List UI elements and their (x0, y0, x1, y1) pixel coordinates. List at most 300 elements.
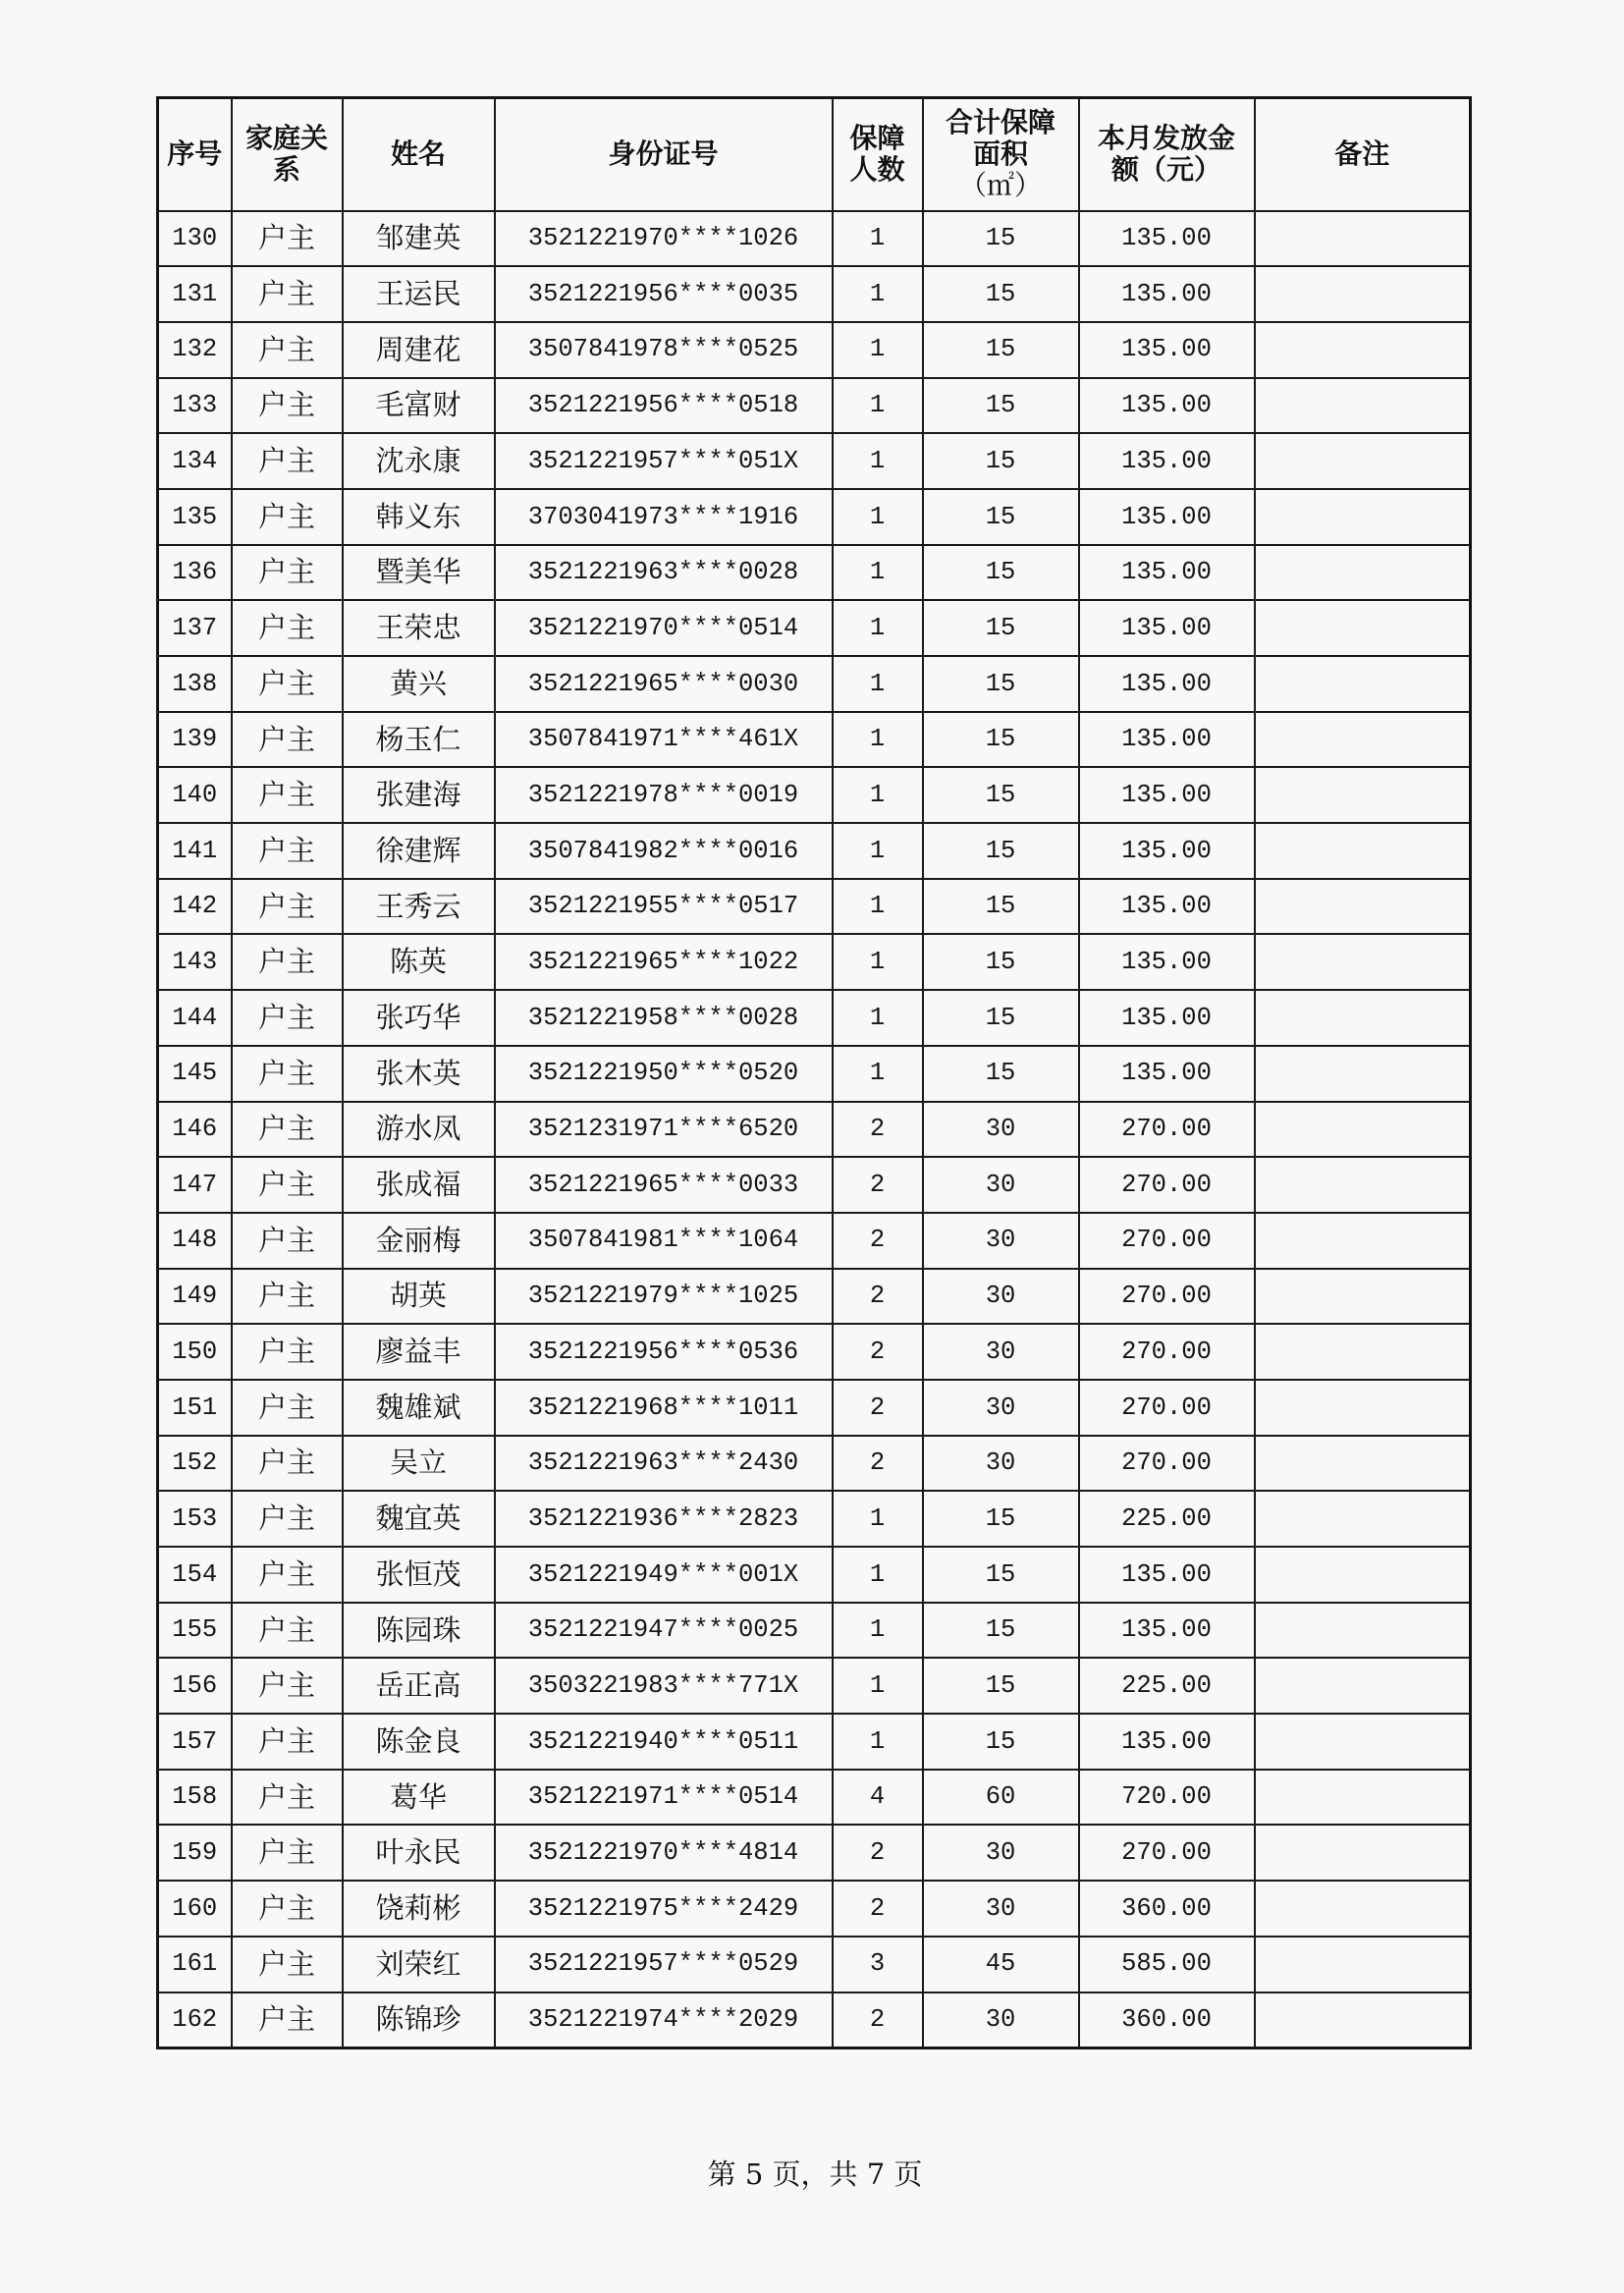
remark-cell (1255, 489, 1471, 545)
column-header-area-unit: （㎡） (958, 169, 1042, 202)
table-row (158, 322, 1471, 378)
remark-cell (1255, 934, 1471, 990)
id-number-cell: 3521221963****0028 (495, 545, 833, 601)
area-cell: 15 (923, 1714, 1079, 1770)
table-row (158, 266, 1471, 322)
amount-cell: 270.00 (1079, 1102, 1255, 1158)
table-row (158, 1436, 1471, 1492)
seq-cell: 131 (158, 266, 232, 322)
amount-cell: 135.00 (1079, 545, 1255, 601)
id-number-cell: 3521221963****2430 (495, 1436, 833, 1492)
table-row (158, 1547, 1471, 1603)
relation-cell: 户主 (232, 322, 343, 378)
seq-cell: 149 (158, 1269, 232, 1325)
seq-cell: 152 (158, 1436, 232, 1492)
relation-cell: 户主 (232, 1770, 343, 1826)
area-cell: 30 (923, 1825, 1079, 1881)
area-cell: 15 (923, 211, 1079, 267)
relation-cell: 户主 (232, 378, 343, 434)
persons-cell: 1 (833, 823, 923, 879)
seq-cell: 137 (158, 600, 232, 656)
name-cell: 黄兴 (343, 656, 495, 712)
id-number-cell: 3521221965****0030 (495, 656, 833, 712)
id-number-cell: 3521231971****6520 (495, 1102, 833, 1158)
id-number-cell: 3521221971****0514 (495, 1770, 833, 1826)
amount-cell: 135.00 (1079, 1046, 1255, 1102)
name-cell: 陈园珠 (343, 1603, 495, 1659)
area-cell: 30 (923, 1157, 1079, 1213)
remark-cell (1255, 1269, 1471, 1325)
table-row (158, 1993, 1471, 2048)
id-number-cell: 3521221956****0035 (495, 266, 833, 322)
seq-cell: 130 (158, 211, 232, 267)
column-header-name-label: 姓名 (390, 137, 446, 171)
name-cell: 叶永民 (343, 1825, 495, 1881)
name-cell: 魏宜英 (343, 1491, 495, 1547)
area-cell: 15 (923, 879, 1079, 935)
relation-cell: 户主 (232, 934, 343, 990)
id-number-cell: 3521221956****0518 (495, 378, 833, 434)
name-cell: 张巧华 (343, 990, 495, 1046)
amount-cell: 270.00 (1079, 1825, 1255, 1881)
column-header-name (343, 98, 495, 211)
name-cell: 魏雄斌 (343, 1380, 495, 1436)
persons-cell: 1 (833, 934, 923, 990)
amount-cell: 270.00 (1079, 1436, 1255, 1492)
id-number-cell: 3521221940****0511 (495, 1714, 833, 1770)
id-number-cell: 3521221979****1025 (495, 1269, 833, 1325)
column-header-id-number (495, 98, 833, 211)
area-cell: 15 (923, 1603, 1079, 1659)
area-cell: 30 (923, 1436, 1079, 1492)
seq-cell: 141 (158, 823, 232, 879)
name-cell: 毛富财 (343, 378, 495, 434)
amount-cell: 135.00 (1079, 433, 1255, 489)
area-cell: 15 (923, 712, 1079, 768)
name-cell: 暨美华 (343, 545, 495, 601)
relation-cell: 户主 (232, 767, 343, 823)
amount-cell: 720.00 (1079, 1770, 1255, 1826)
area-cell: 30 (923, 1380, 1079, 1436)
amount-cell: 270.00 (1079, 1157, 1255, 1213)
seq-cell: 153 (158, 1491, 232, 1547)
seq-cell: 157 (158, 1714, 232, 1770)
remark-cell (1255, 266, 1471, 322)
area-cell: 15 (923, 1658, 1079, 1714)
relation-cell: 户主 (232, 1993, 343, 2048)
area-cell: 15 (923, 990, 1079, 1046)
seq-cell: 139 (158, 712, 232, 768)
table-row (158, 1213, 1471, 1269)
amount-cell: 135.00 (1079, 600, 1255, 656)
remark-cell (1255, 1380, 1471, 1436)
amount-cell: 135.00 (1079, 1603, 1255, 1659)
area-cell: 15 (923, 823, 1079, 879)
amount-cell: 135.00 (1079, 211, 1255, 267)
id-number-cell: 3521221947****0025 (495, 1603, 833, 1659)
table-row (158, 1380, 1471, 1436)
persons-cell: 1 (833, 433, 923, 489)
seq-cell: 138 (158, 656, 232, 712)
amount-cell: 135.00 (1079, 489, 1255, 545)
table-row (158, 712, 1471, 768)
amount-cell: 135.00 (1079, 322, 1255, 378)
id-number-cell: 3521221968****1011 (495, 1380, 833, 1436)
seq-cell: 160 (158, 1881, 232, 1937)
relation-cell: 户主 (232, 266, 343, 322)
name-cell: 周建花 (343, 322, 495, 378)
amount-cell: 135.00 (1079, 879, 1255, 935)
area-cell: 15 (923, 545, 1079, 601)
remark-cell (1255, 545, 1471, 601)
table-row (158, 545, 1471, 601)
remark-cell (1255, 879, 1471, 935)
seq-cell: 162 (158, 1993, 232, 2048)
column-header-persons (833, 98, 923, 211)
persons-cell: 1 (833, 767, 923, 823)
column-header-seq (158, 98, 232, 211)
remark-cell (1255, 1658, 1471, 1714)
id-number-cell: 3521221975****2429 (495, 1881, 833, 1937)
amount-cell: 135.00 (1079, 767, 1255, 823)
amount-cell: 225.00 (1079, 1491, 1255, 1547)
relation-cell: 户主 (232, 823, 343, 879)
seq-cell: 142 (158, 879, 232, 935)
name-cell: 廖益丰 (343, 1324, 495, 1380)
name-cell: 吴立 (343, 1436, 495, 1492)
table-row (158, 211, 1471, 267)
relation-cell: 户主 (232, 1102, 343, 1158)
amount-cell: 270.00 (1079, 1269, 1255, 1325)
amount-cell: 135.00 (1079, 990, 1255, 1046)
name-cell: 邹建英 (343, 211, 495, 267)
table-row (158, 934, 1471, 990)
relation-cell: 户主 (232, 1436, 343, 1492)
persons-cell: 1 (833, 879, 923, 935)
relation-cell: 户主 (232, 1491, 343, 1547)
persons-cell: 1 (833, 712, 923, 768)
remark-cell (1255, 1046, 1471, 1102)
area-cell: 15 (923, 322, 1079, 378)
remark-cell (1255, 1825, 1471, 1881)
persons-cell: 1 (833, 1547, 923, 1603)
amount-cell: 360.00 (1079, 1993, 1255, 2048)
persons-cell: 1 (833, 322, 923, 378)
persons-cell: 2 (833, 1213, 923, 1269)
area-cell: 15 (923, 1491, 1079, 1547)
table-row (158, 1269, 1471, 1325)
seq-cell: 134 (158, 433, 232, 489)
amount-cell: 135.00 (1079, 712, 1255, 768)
table-row (158, 823, 1471, 879)
column-header-amount-label: 本月发放金额（元） (1097, 122, 1235, 187)
remark-cell (1255, 1436, 1471, 1492)
amount-cell: 360.00 (1079, 1881, 1255, 1937)
persons-cell: 1 (833, 1046, 923, 1102)
relation-cell: 户主 (232, 1380, 343, 1436)
id-number-cell: 3703041973****1916 (495, 489, 833, 545)
amount-cell: 135.00 (1079, 266, 1255, 322)
seq-cell: 144 (158, 990, 232, 1046)
remark-cell (1255, 1937, 1471, 1993)
table-row (158, 767, 1471, 823)
persons-cell: 1 (833, 600, 923, 656)
persons-cell: 1 (833, 1714, 923, 1770)
area-cell: 45 (923, 1937, 1079, 1993)
name-cell: 王荣忠 (343, 600, 495, 656)
name-cell: 沈永康 (343, 433, 495, 489)
table-row (158, 1714, 1471, 1770)
table-row (158, 1046, 1471, 1102)
remark-cell (1255, 767, 1471, 823)
name-cell: 张恒茂 (343, 1547, 495, 1603)
table-row (158, 1603, 1471, 1659)
relation-cell: 户主 (232, 1603, 343, 1659)
id-number-cell: 3521221970****0514 (495, 600, 833, 656)
area-cell: 15 (923, 767, 1079, 823)
persons-cell: 2 (833, 1436, 923, 1492)
remark-cell (1255, 712, 1471, 768)
name-cell: 王运民 (343, 266, 495, 322)
remark-cell (1255, 1547, 1471, 1603)
seq-cell: 154 (158, 1547, 232, 1603)
persons-cell: 1 (833, 489, 923, 545)
remark-cell (1255, 322, 1471, 378)
persons-cell: 1 (833, 266, 923, 322)
remark-cell (1255, 1213, 1471, 1269)
seq-cell: 136 (158, 545, 232, 601)
persons-cell: 1 (833, 1603, 923, 1659)
amount-cell: 270.00 (1079, 1324, 1255, 1380)
column-header-area (923, 98, 1079, 211)
persons-cell: 4 (833, 1770, 923, 1826)
name-cell: 胡英 (343, 1269, 495, 1325)
seq-cell: 133 (158, 378, 232, 434)
name-cell: 张成福 (343, 1157, 495, 1213)
area-cell: 15 (923, 600, 1079, 656)
amount-cell: 135.00 (1079, 823, 1255, 879)
area-cell: 15 (923, 1046, 1079, 1102)
table-header (158, 98, 1471, 211)
relation-cell: 户主 (232, 600, 343, 656)
relation-cell: 户主 (232, 1157, 343, 1213)
id-number-cell: 3521221956****0536 (495, 1324, 833, 1380)
relation-cell: 户主 (232, 433, 343, 489)
remark-cell (1255, 1324, 1471, 1380)
name-cell: 陈金良 (343, 1714, 495, 1770)
name-cell: 岳正高 (343, 1658, 495, 1714)
table-row (158, 1770, 1471, 1826)
area-cell: 30 (923, 1993, 1079, 2048)
area-cell: 15 (923, 656, 1079, 712)
name-cell: 陈锦珍 (343, 1993, 495, 2048)
id-number-cell: 3521221955****0517 (495, 879, 833, 935)
amount-cell: 135.00 (1079, 378, 1255, 434)
amount-cell: 225.00 (1079, 1658, 1255, 1714)
persons-cell: 2 (833, 1157, 923, 1213)
amount-cell: 135.00 (1079, 1714, 1255, 1770)
name-cell: 饶莉彬 (343, 1881, 495, 1937)
seq-cell: 145 (158, 1046, 232, 1102)
amount-cell: 270.00 (1079, 1213, 1255, 1269)
column-header-relation (232, 98, 343, 211)
table-row (158, 1881, 1471, 1937)
table-row (158, 1157, 1471, 1213)
table-row (158, 1937, 1471, 1993)
id-number-cell: 3521221958****0028 (495, 990, 833, 1046)
persons-cell: 1 (833, 990, 923, 1046)
seq-cell: 151 (158, 1380, 232, 1436)
id-number-cell: 3507841982****0016 (495, 823, 833, 879)
id-number-cell: 3521221978****0019 (495, 767, 833, 823)
relation-cell: 户主 (232, 990, 343, 1046)
persons-cell: 3 (833, 1937, 923, 1993)
persons-cell: 2 (833, 1102, 923, 1158)
table-row (158, 1825, 1471, 1881)
name-cell: 游水凤 (343, 1102, 495, 1158)
area-cell: 60 (923, 1770, 1079, 1826)
area-cell: 15 (923, 433, 1079, 489)
area-cell: 30 (923, 1213, 1079, 1269)
persons-cell: 2 (833, 1825, 923, 1881)
table-row (158, 489, 1471, 545)
remark-cell (1255, 378, 1471, 434)
table-body (158, 211, 1471, 2048)
persons-cell: 1 (833, 545, 923, 601)
name-cell: 陈英 (343, 934, 495, 990)
remark-cell (1255, 211, 1471, 267)
relation-cell: 户主 (232, 879, 343, 935)
remark-cell (1255, 1993, 1471, 2048)
id-number-cell: 3521221950****0520 (495, 1046, 833, 1102)
table-row (158, 1491, 1471, 1547)
name-cell: 张木英 (343, 1046, 495, 1102)
remark-cell (1255, 823, 1471, 879)
id-number-cell: 3521221965****0033 (495, 1157, 833, 1213)
persons-cell: 1 (833, 211, 923, 267)
relation-cell: 户主 (232, 545, 343, 601)
persons-cell: 1 (833, 1491, 923, 1547)
persons-cell: 1 (833, 656, 923, 712)
seq-cell: 158 (158, 1770, 232, 1826)
id-number-cell: 3521221957****0529 (495, 1937, 833, 1993)
table-row (158, 990, 1471, 1046)
relation-cell: 户主 (232, 1269, 343, 1325)
relation-cell: 户主 (232, 1324, 343, 1380)
remark-cell (1255, 1881, 1471, 1937)
persons-cell: 2 (833, 1324, 923, 1380)
seq-cell: 148 (158, 1213, 232, 1269)
id-number-cell: 3507841978****0525 (495, 322, 833, 378)
amount-cell: 135.00 (1079, 1547, 1255, 1603)
table-row (158, 1102, 1471, 1158)
relation-cell: 户主 (232, 712, 343, 768)
id-number-cell: 3521221936****2823 (495, 1491, 833, 1547)
header-row (158, 98, 1471, 211)
seq-cell: 140 (158, 767, 232, 823)
relation-cell: 户主 (232, 656, 343, 712)
name-cell: 徐建辉 (343, 823, 495, 879)
relation-cell: 户主 (232, 1937, 343, 1993)
amount-cell: 135.00 (1079, 656, 1255, 712)
persons-cell: 2 (833, 1269, 923, 1325)
relation-cell: 户主 (232, 211, 343, 267)
persons-cell: 2 (833, 1881, 923, 1937)
column-header-persons-label: 保障人数 (849, 122, 905, 187)
area-cell: 30 (923, 1324, 1079, 1380)
id-number-cell: 3503221983****771X (495, 1658, 833, 1714)
id-number-cell: 3507841971****461X (495, 712, 833, 768)
column-header-remark (1255, 98, 1471, 211)
remark-cell (1255, 600, 1471, 656)
relation-cell: 户主 (232, 1046, 343, 1102)
relation-cell: 户主 (232, 1714, 343, 1770)
area-cell: 15 (923, 1547, 1079, 1603)
name-cell: 韩义东 (343, 489, 495, 545)
column-header-remark-label: 备注 (1334, 137, 1390, 171)
seq-cell: 135 (158, 489, 232, 545)
name-cell: 王秀云 (343, 879, 495, 935)
seq-cell: 147 (158, 1157, 232, 1213)
seq-cell: 150 (158, 1324, 232, 1380)
seq-cell: 143 (158, 934, 232, 990)
remark-cell (1255, 1714, 1471, 1770)
column-header-area-label: 合计保障面积 (945, 106, 1056, 171)
relation-cell: 户主 (232, 489, 343, 545)
seq-cell: 159 (158, 1825, 232, 1881)
table-row (158, 656, 1471, 712)
seq-cell: 132 (158, 322, 232, 378)
relation-cell: 户主 (232, 1881, 343, 1937)
id-number-cell: 3521221949****001X (495, 1547, 833, 1603)
column-header-seq-label: 序号 (167, 137, 223, 171)
area-cell: 15 (923, 378, 1079, 434)
remark-cell (1255, 1157, 1471, 1213)
name-cell: 刘荣红 (343, 1937, 495, 1993)
relation-cell: 户主 (232, 1547, 343, 1603)
id-number-cell: 3521221957****051X (495, 433, 833, 489)
area-cell: 30 (923, 1881, 1079, 1937)
column-header-amount (1079, 98, 1255, 211)
table-row (158, 879, 1471, 935)
id-number-cell: 3521221970****1026 (495, 211, 833, 267)
area-cell: 15 (923, 489, 1079, 545)
subsidy-table (156, 96, 1472, 2049)
table-row (158, 378, 1471, 434)
id-number-cell: 3521221965****1022 (495, 934, 833, 990)
seq-cell: 155 (158, 1603, 232, 1659)
persons-cell: 2 (833, 1993, 923, 2048)
remark-cell (1255, 656, 1471, 712)
page-number: 第 5 页，共 7 页 (707, 2157, 923, 2191)
remark-cell (1255, 1491, 1471, 1547)
area-cell: 15 (923, 266, 1079, 322)
area-cell: 30 (923, 1269, 1079, 1325)
amount-cell: 585.00 (1079, 1937, 1255, 1993)
remark-cell (1255, 433, 1471, 489)
table-row (158, 433, 1471, 489)
relation-cell: 户主 (232, 1658, 343, 1714)
remark-cell (1255, 990, 1471, 1046)
name-cell: 张建海 (343, 767, 495, 823)
seq-cell: 161 (158, 1937, 232, 1993)
column-header-id-number-label: 身份证号 (608, 137, 719, 171)
id-number-cell: 3521221970****4814 (495, 1825, 833, 1881)
persons-cell: 2 (833, 1380, 923, 1436)
remark-cell (1255, 1770, 1471, 1826)
name-cell: 杨玉仁 (343, 712, 495, 768)
seq-cell: 156 (158, 1658, 232, 1714)
